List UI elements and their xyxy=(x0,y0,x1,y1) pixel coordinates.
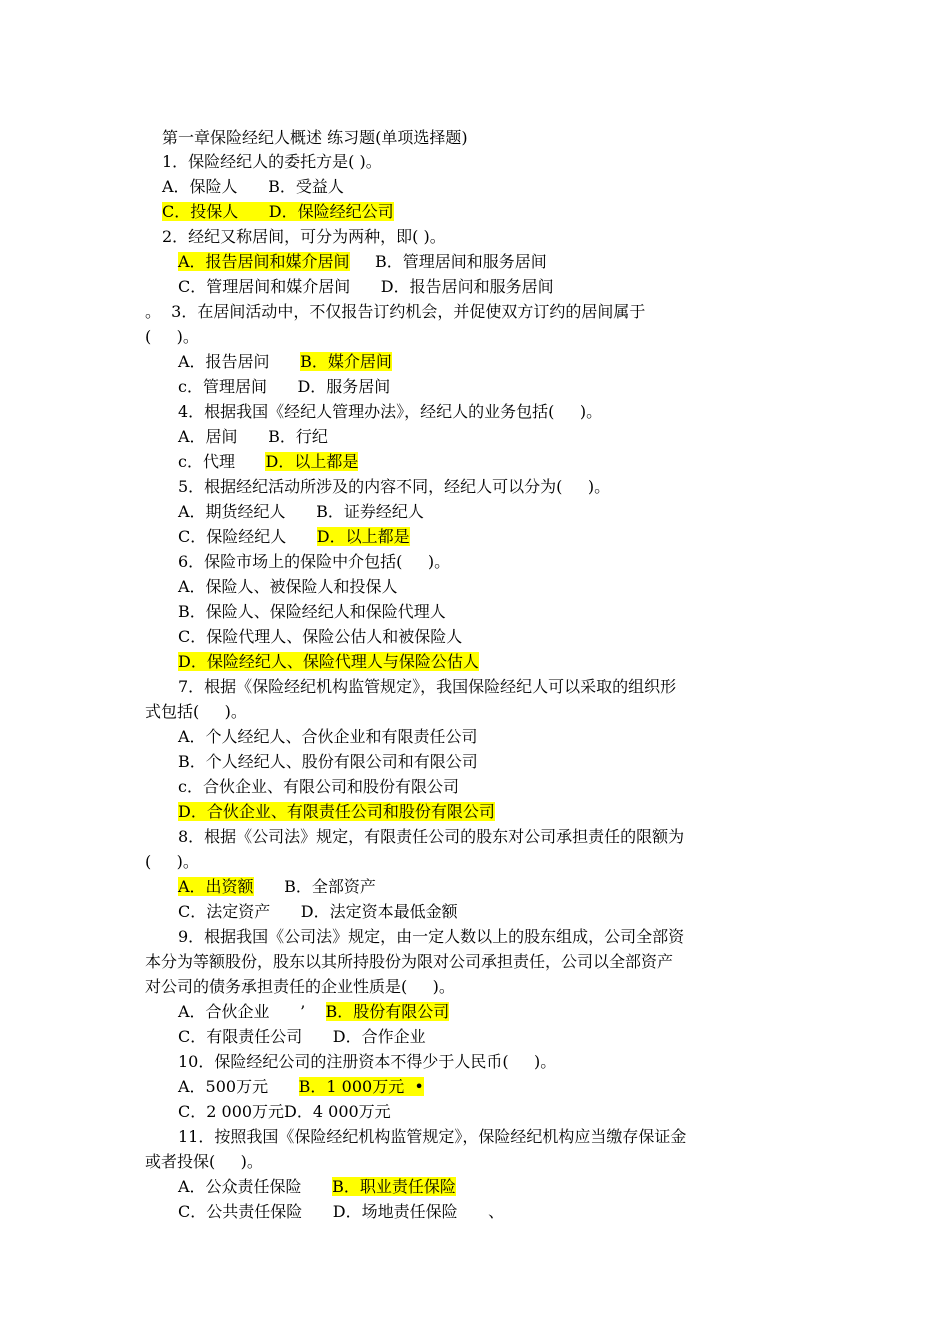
text-line xyxy=(178,677,676,697)
text-line xyxy=(178,427,328,447)
text-line xyxy=(178,602,446,622)
text-line xyxy=(178,577,398,597)
text-segment: c．管理居间 D．服务居间 xyxy=(178,377,391,396)
text-segment: A．公众责任保险 xyxy=(178,1177,333,1196)
text-line xyxy=(178,1102,391,1122)
text-line xyxy=(178,377,390,397)
text-segment: 或者投保( )。 xyxy=(145,1152,263,1171)
text-segment: A．保险人、被保险人和投保人 xyxy=(178,577,398,596)
text-segment: c．代理 xyxy=(178,452,266,471)
highlighted-answer: D．以上都是 xyxy=(316,527,410,546)
text-line xyxy=(178,277,554,297)
highlighted-answer: B．媒介居间 xyxy=(300,352,392,371)
text-segment: A．保险人 B．受益人 xyxy=(162,177,344,196)
text-line xyxy=(178,1177,456,1197)
text-line xyxy=(145,702,247,722)
text-segment: 2．经纪又称居间，可分为两种，即( )。 xyxy=(162,227,446,246)
text-segment: 4．根据我国《经纪人管理办法》，经纪人的业务包括( )。 xyxy=(178,402,603,421)
text-segment: 7．根据《保险经纪机构监管规定》，我国保险经纪人可以采取的组织形 xyxy=(178,677,677,696)
text-line xyxy=(162,152,382,172)
text-line xyxy=(145,1152,263,1172)
highlighted-answer: D．合伙企业、有限责任公司和股份有限公司 xyxy=(178,802,495,821)
text-line xyxy=(178,1127,686,1147)
text-line xyxy=(145,852,199,872)
text-line xyxy=(162,202,394,222)
text-segment: 对公司的债务承担责任的企业性质是( )。 xyxy=(145,977,455,996)
text-line xyxy=(162,227,446,247)
highlighted-answer: B．股份有限公司 xyxy=(325,1002,450,1021)
text-segment: A．报告居问 xyxy=(178,352,301,371)
text-line xyxy=(162,177,344,197)
highlighted-answer: A．出资额 xyxy=(178,877,254,896)
text-line xyxy=(178,552,450,572)
text-line xyxy=(178,752,478,772)
text-segment: 式包括( )。 xyxy=(145,702,247,721)
text-line xyxy=(178,652,479,672)
text-segment: C．保险经纪人 xyxy=(178,527,317,546)
text-segment: B．管理居间和服务居间 xyxy=(349,252,547,271)
text-segment: 8．根据《公司法》规定，有限责任公司的股东对公司承担责任的限额为 xyxy=(178,827,685,846)
text-segment: C．管理居间和媒介居间 D．报告居问和服务居间 xyxy=(178,277,554,296)
text-line xyxy=(178,902,458,922)
text-line xyxy=(178,402,602,422)
text-line xyxy=(178,627,462,647)
text-segment: C．2 000万元D．4 000万元 xyxy=(178,1102,391,1121)
text-segment: 1．保险经纪人的委托方是( )。 xyxy=(162,152,382,171)
text-segment: ( )。 xyxy=(145,852,199,871)
text-line xyxy=(145,977,455,997)
text-segment: 本分为等额股份，股东以其所持股份为限对公司承担责任，公司以全部资产 xyxy=(145,952,674,971)
text-segment: 第一章保险经纪人概述 练习题(单项选择题) xyxy=(162,128,468,147)
text-line xyxy=(178,727,478,747)
text-line xyxy=(178,1002,449,1022)
text-segment: A．合伙企业 ’ xyxy=(178,1002,326,1021)
text-segment: 11．按照我国《保险经纪机构监管规定》，保险经纪机构应当缴存保证金 xyxy=(178,1127,687,1146)
text-segment: 10．保险经纪公司的注册资本不得少于人民币( )。 xyxy=(178,1052,557,1071)
text-line xyxy=(145,327,199,347)
text-segment: A．500万元 xyxy=(178,1077,299,1096)
text-segment: c．合伙企业、有限公司和股份有限公司 xyxy=(178,777,459,796)
highlighted-answer: C．投保人 D．保险经纪公司 xyxy=(162,202,394,221)
text-line xyxy=(178,527,410,547)
highlighted-answer: D．以上都是 xyxy=(265,452,359,471)
text-line xyxy=(178,827,684,847)
text-line xyxy=(178,452,358,472)
text-segment: 。 3．在居间活动中，不仅报告订约机会，并促使双方订约的居间属于 xyxy=(145,302,646,321)
text-line xyxy=(145,952,673,972)
text-segment: A．期货经纪人 B．证券经纪人 xyxy=(178,502,424,521)
text-line xyxy=(178,927,684,947)
text-segment: ( )。 xyxy=(145,327,199,346)
text-segment: 6．保险市场上的保险中介包括( )。 xyxy=(178,552,451,571)
text-segment: C．有限责任公司 D．合作企业 xyxy=(178,1027,426,1046)
text-segment: A．个人经纪人、合伙企业和有限责任公司 xyxy=(178,727,478,746)
text-line xyxy=(178,802,495,822)
text-line xyxy=(178,1052,556,1072)
text-line xyxy=(178,352,392,372)
text-line xyxy=(178,252,547,272)
highlighted-answer: A．报告居间和媒介居间 xyxy=(178,252,350,271)
text-segment: C．法定资产 D．法定资本最低金额 xyxy=(178,902,458,921)
text-segment: B．保险人、保险经纪人和保险代理人 xyxy=(178,602,446,621)
text-line xyxy=(178,1077,424,1097)
text-line xyxy=(178,477,610,497)
text-line xyxy=(178,502,424,522)
highlighted-answer: D．保险经纪人、保险代理人与保险公估人 xyxy=(178,652,479,671)
text-segment: C．保险代理人、保险公估人和被保险人 xyxy=(178,627,463,646)
text-line xyxy=(178,1202,504,1222)
text-line xyxy=(145,302,645,322)
text-line xyxy=(178,877,376,897)
page-title xyxy=(162,128,468,148)
text-segment: B．全部资产 xyxy=(253,877,376,896)
highlighted-answer: B．职业责任保险 xyxy=(332,1177,456,1196)
text-line xyxy=(178,1027,426,1047)
text-segment: C．公共责任保险 D．场地责任保险 、 xyxy=(178,1202,505,1221)
text-segment: A．居间 B．行纪 xyxy=(178,427,328,446)
text-line xyxy=(178,777,459,797)
text-segment: 5．根据经纪活动所涉及的内容不同，经纪人可以分为( )。 xyxy=(178,477,611,496)
highlighted-answer: B．1 000万元 • xyxy=(298,1077,424,1096)
text-segment: 9．根据我国《公司法》规定，由一定人数以上的股东组成，公司全部资 xyxy=(178,927,685,946)
text-segment: B．个人经纪人、股份有限公司和有限公司 xyxy=(178,752,478,771)
